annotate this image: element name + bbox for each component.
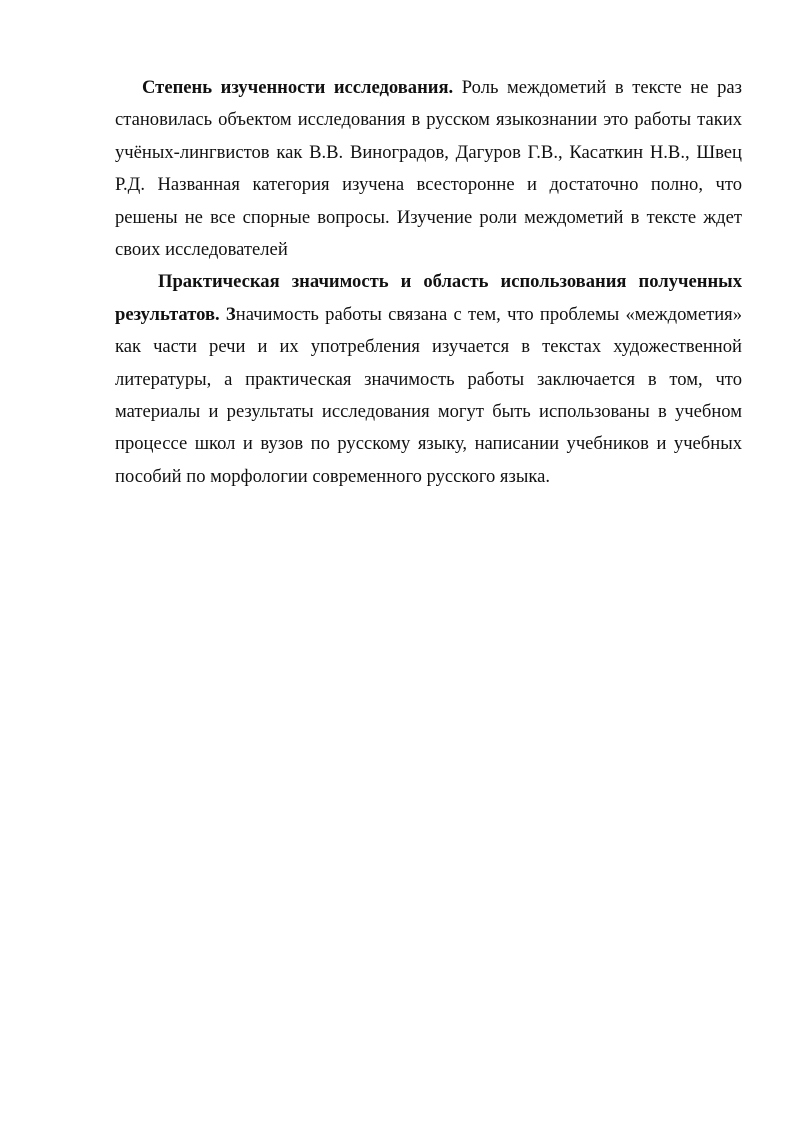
paragraph-heading-research-degree: Степень изученности исследования. bbox=[142, 77, 454, 98]
paragraph-heading-practical-significance: Практическая значимость и область использования полученных результатов. bbox=[115, 271, 742, 325]
paragraph-text-research-degree: Роль междометий в тексте не раз становилась объектом исследования в русском языкознании это работы таких учёных-лингвистов как В.В. Виноградов, Дагуров Г.В., Касаткин Н.В., Швец Р.Д. Названная категория изучена всесторонне и достаточно полно, что решены не все спорные вопросы. Изучение роли междометий в тексте ждет своих исследователей bbox=[115, 77, 742, 261]
paragraph-text-practical-significance: начимость работы связана с тем, что проблемы «междометия» как части речи и их употребления изучается в текстах художественной литературы, а практическая значимость работы заключается в том, что материалы и результаты исследования могут быть использованы в учебном процессе школ и вузов по русскому языку, написании учебников и учебных пособий по морфологии современного русского языка. bbox=[115, 303, 742, 487]
paragraph-practical-significance bbox=[115, 266, 742, 493]
paragraph-research-degree bbox=[115, 72, 742, 266]
paragraph-lead-letter: З bbox=[225, 303, 236, 325]
document-body bbox=[115, 72, 742, 493]
